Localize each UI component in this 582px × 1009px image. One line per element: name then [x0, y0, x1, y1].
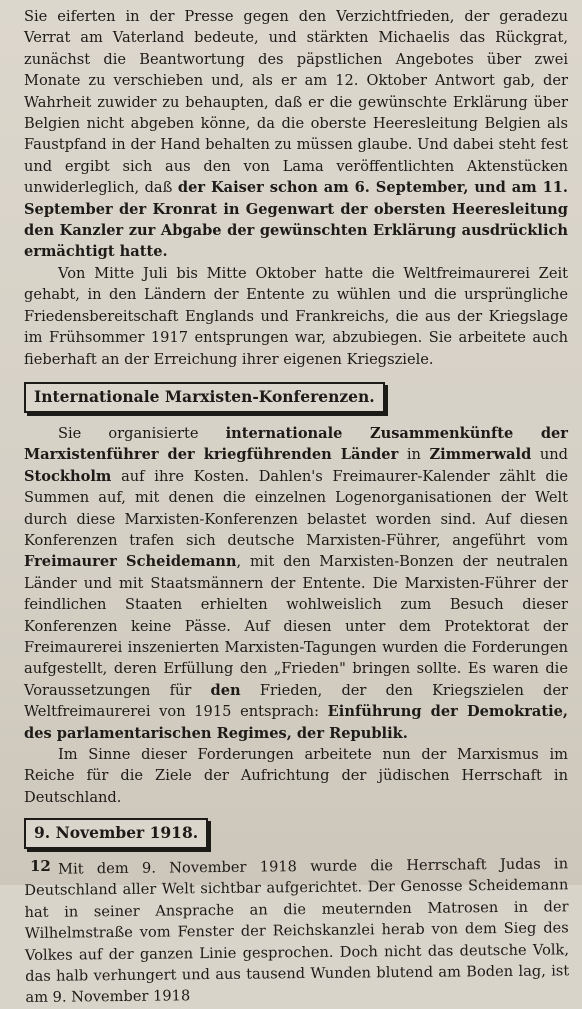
paragraph-1 — [24, 6, 568, 263]
section-heading-marxist-conferences: Internationale Marxisten-Konferenzen. — [24, 382, 385, 413]
paragraph-3-bold-4: Freimaurer Scheidemann — [24, 553, 237, 571]
paragraph-3-text-6: Frieden, der den Kriegszielen der Weltfreimaurerei von 1915 entsprach: — [24, 681, 568, 721]
paragraph-5 — [24, 854, 570, 1009]
paragraph-3-bold-1: internationale Zusammenkünfte der Marxistenführer der kriegführenden Länder — [24, 424, 568, 464]
paragraph-3-bold-3: Stockholm — [24, 467, 112, 485]
paragraph-1-text: Sie eiferten in der Presse gegen den Verzichtfrieden, der geradezu Verrat am Vaterland bedeute, und stärkten Michaelis das Rückgrat, zunächst die Beantwortung des päpstlichen Angebotes über zwei Monate zu verschieben und, als er am 12. Oktober Antwort gab, der Wahrheit zuwider zu behaupten, daß er die gewünschte Erklärung über Belgien nicht abgeben könne, da die oberste Heeresleitung Belgien als Faustpfand in der Hand behalten zu müssen glaube. Und dabei steht fest und ergibt sich aus den von Lama veröffentlichten Aktenstücken unwiderleglich, daß — [24, 8, 568, 197]
paragraph-4 — [24, 744, 568, 808]
paragraph-3-text-4: auf ihre Kosten. Dahlen's Freimaurer-Kalender zählt die Summen auf, mit denen die einzelnen Logenorganisationen der Welt durch diese Marxisten-Konferenzen belastet worden sind. Auf diesen Konferenzen trafen sich deutsche Marxisten-Führer, angeführt vom — [24, 467, 568, 549]
paragraph-3-text-2: in — [398, 446, 430, 464]
paragraph-4-text: Im Sinne dieser Forderungen arbeitete nun der Marxismus im Reiche für die Ziele der Aufrichtung der jüdischen Herrschaft in Deutschland. — [24, 746, 568, 806]
section-heading-wrap-2 — [24, 818, 568, 849]
section-heading-november-1918: 9. November 1918. — [24, 818, 208, 849]
paragraph-1-bold: der Kaiser schon am 6. September, und am 11. September der Kronrat in Gegenwart der obersten Heeresleitung den Kanzler zur Abgabe der gewünschten Erklärung ausdrücklich ermächtigt hatte. — [24, 179, 568, 261]
paragraph-2-text: Von Mitte Juli bis Mitte Oktober hatte die Weltfreimaurerei Zeit gehabt, in den Ländern der Entente zu wühlen und die ursprüngliche Friedensbereitschaft Englands und Frankreichs, die aus der Kriegslage im Frühsommer 1917 entsprungen war, abzubiegen. Sie arbeitete auch fieberhaft an der Erreichung ihrer eigenen Kriegsziele. — [24, 264, 568, 368]
paragraph-3-text-1: Sie organisierte — [58, 424, 226, 442]
paragraph-3-text-5: , mit den Marxisten-Bonzen der neutralen Länder und mit Staatsmännern der Entente. Die Marxisten-Führer der feindlichen Staaten erhielten wohlweislich zum Besuch dieser Konferenzen keine Pässe. Auf diesen unter dem Protektorat der Freimaurerei inszenierten Marxisten-Tagungen wurden die Forderungen aufgestellt, deren Erfüllung den „Frieden" bringen sollte. Es waren die Voraussetzungen für — [24, 553, 568, 699]
paragraph-3-bold-2: Zimmerwald — [429, 446, 532, 464]
paragraph-5-text: Mit dem 9. November 1918 wurde die Herrschaft Judas in Deutschland aller Welt sichtbar aufgerichtet. Der Genosse Scheidemann hat in seiner Ansprache an die meuternden Matrosen in der Wilhelmstraße vom Fenster der Reichskanzlei herab von dem Sieg des Volkes auf der ganzen Linie gesprochen. Doch nicht das deutsche Volk, das halb verhungert und aus tausend Wunden blutend am Boden lag, ist am 9. November 1918 — [24, 855, 570, 1007]
paragraph-3-text-3: und — [531, 446, 568, 464]
paragraph-2 — [24, 263, 568, 370]
page-number: 12 — [30, 857, 51, 875]
section-heading-wrap-1 — [24, 382, 568, 413]
paragraph-3-bold-6: Einführung der Demokratie, des parlamentarischen Regimes, der Republik. — [24, 703, 568, 742]
paragraph-3 — [24, 423, 568, 744]
paragraph-3-bold-5: den — [210, 681, 241, 699]
